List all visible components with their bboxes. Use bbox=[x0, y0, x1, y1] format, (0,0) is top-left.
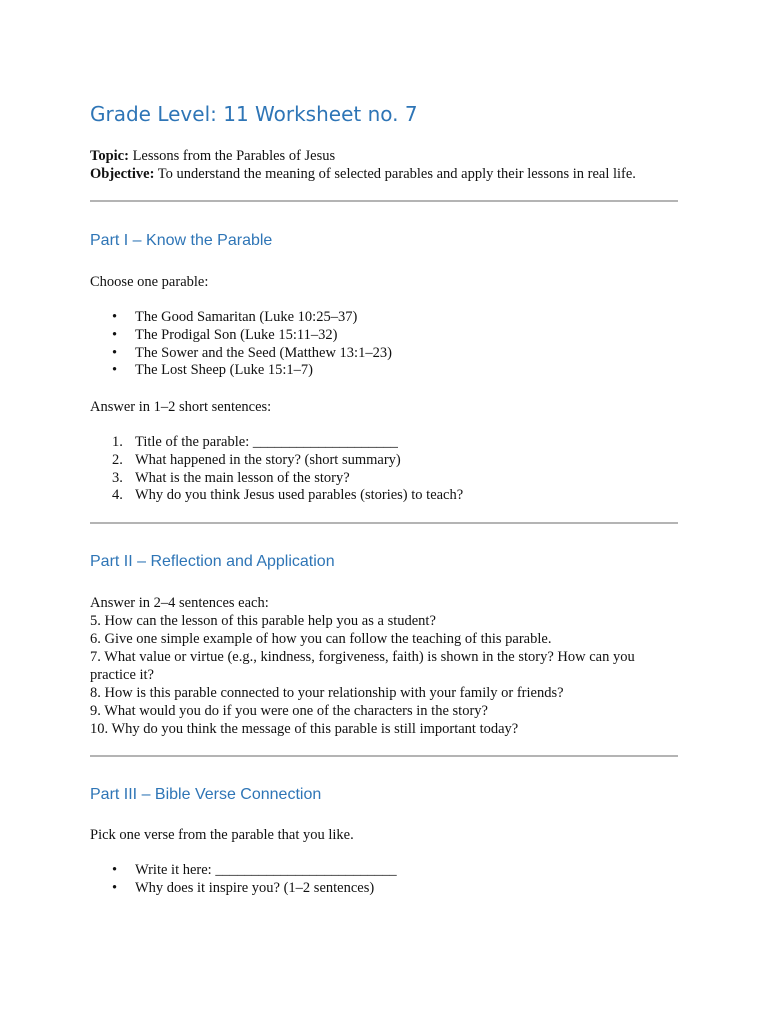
part1-answer-prompt: Answer in 1–2 short sentences: bbox=[90, 399, 272, 415]
list-item: 6. Give one simple example of how you can follow the teaching of this parable. bbox=[90, 631, 552, 647]
objective-line bbox=[90, 165, 636, 183]
part2-questions bbox=[90, 594, 678, 738]
list-item bbox=[90, 452, 463, 470]
divider bbox=[90, 522, 678, 524]
list-item bbox=[90, 487, 463, 505]
list-item: • The Sower and the Seed (Matthew 13:1–23) bbox=[90, 345, 392, 363]
question-number: 4. bbox=[112, 487, 123, 504]
parable-list bbox=[90, 309, 392, 380]
part1-intro: Choose one parable: bbox=[90, 274, 209, 290]
question-text: Why do you think Jesus used parables (stories) to teach? bbox=[135, 487, 464, 504]
divider bbox=[90, 755, 678, 757]
list-item: 10. Why do you think the message of this parable is still important today? bbox=[90, 721, 519, 737]
part3-intro: Pick one verse from the parable that you like. bbox=[90, 827, 354, 843]
question-text: Title of the parable: ____________________ bbox=[135, 434, 398, 450]
list-item: 5. How can the lesson of this parable help you as a student? bbox=[90, 613, 436, 629]
list-item: • The Good Samaritan (Luke 10:25–37) bbox=[90, 309, 392, 327]
objective-value: To understand the meaning of selected parables and apply their lessons in real life. bbox=[157, 166, 636, 182]
part1-heading: Part I – Know the Parable bbox=[90, 232, 273, 249]
topic-line bbox=[90, 147, 636, 165]
list-item: 7. What value or virtue (e.g., kindness, forgiveness, faith) is shown in the story? How can you practice it? bbox=[90, 649, 635, 683]
part3-heading: Part III – Bible Verse Connection bbox=[90, 786, 322, 803]
list-item: • Why does it inspire you? (1–2 sentences) bbox=[90, 880, 397, 898]
part2-heading: Part II – Reflection and Application bbox=[90, 553, 335, 570]
question-number: 2. bbox=[112, 451, 123, 468]
list-item: • Write it here: _________________________ bbox=[90, 862, 397, 880]
question-text: What happened in the story? (short summary) bbox=[135, 451, 401, 468]
part3-list bbox=[90, 862, 397, 898]
list-item: 9. What would you do if you were one of the characters in the story? bbox=[90, 703, 488, 719]
divider bbox=[90, 200, 678, 202]
part2-intro: Answer in 2–4 sentences each: bbox=[90, 595, 269, 611]
list-item: • The Prodigal Son (Luke 15:11–32) bbox=[90, 327, 392, 345]
objective-label: Objective: bbox=[90, 166, 155, 182]
list-item bbox=[90, 470, 463, 488]
question-number: 1. bbox=[112, 434, 123, 450]
question-text: What is the main lesson of the story? bbox=[135, 469, 350, 486]
page-title: Grade Level: 11 Worksheet no. 7 bbox=[90, 102, 418, 126]
topic-value: Lessons from the Parables of Jesus bbox=[132, 148, 336, 164]
list-item: 8. How is this parable connected to your relationship with your family or friends? bbox=[90, 685, 564, 701]
question-number: 3. bbox=[112, 469, 123, 486]
topic-label: Topic: bbox=[90, 148, 129, 164]
list-item: • The Lost Sheep (Luke 15:1–7) bbox=[90, 362, 392, 380]
list-item bbox=[90, 434, 463, 452]
part1-question-list bbox=[90, 434, 463, 505]
worksheet-meta bbox=[90, 147, 636, 183]
